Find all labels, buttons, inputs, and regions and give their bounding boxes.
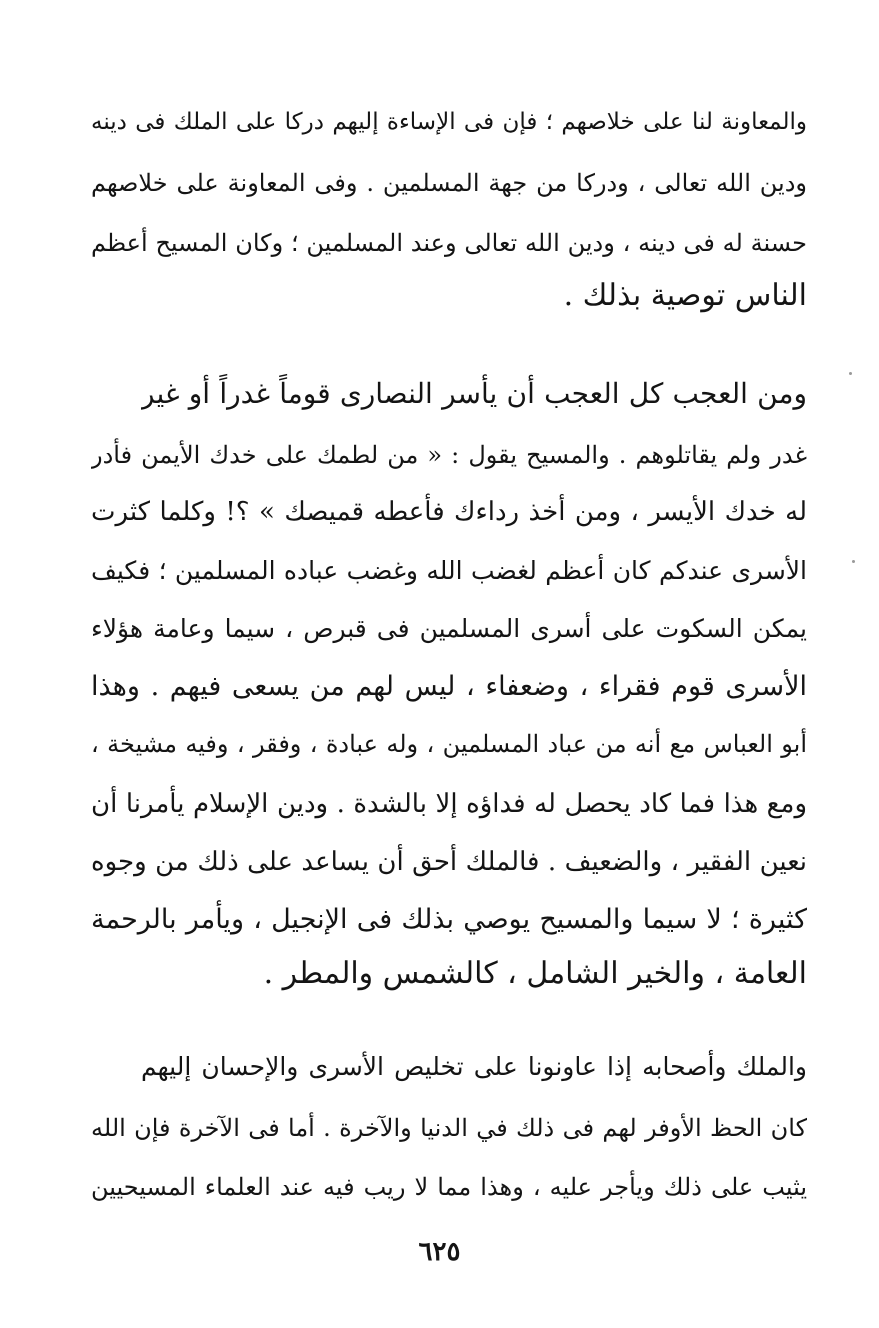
paragraph-2-line-7: أبو العباس مع أنه من عباد المسلمين ، وله عبادة ، وفقر ، وفيه مشيخة ، (91, 730, 807, 758)
paragraph-1-line-3: حسنة له فى دينه ، ودين الله تعالى وعند المسلمين ؛ وكان المسيح أعظم (91, 229, 807, 257)
paragraph-2-line-10: كثيرة ؛ لا سيما والمسيح يوصي بذلك فى الإنجيل ، ويأمر بالرحمة (91, 904, 807, 935)
paragraph-2-line-2: غدر ولم يقاتلوهم . والمسيح يقول : « من لطمك على خدك الأيمن فأدر (91, 441, 807, 469)
paragraph-2-line-5: يمكن السكوت على أسرى المسلمين فى قبرص ، سيما وعامة هؤلاء (91, 614, 807, 643)
paragraph-3-line-3: يثيب على ذلك ويأجر عليه ، وهذا مما لا ريب فيه عند العلماء المسيحيين (91, 1173, 807, 1201)
paragraph-3-line-2: كان الحظ الأوفر لهم فى ذلك في الدنيا والآخرة . أما فى الآخرة فإن الله (91, 1114, 807, 1142)
paragraph-2-line-11: العامة ، والخير الشامل ، كالشمس والمطر . (263, 956, 807, 991)
paragraph-1-line-2: ودين الله تعالى ، ودركا من جهة المسلمين . وفى المعاونة على خلاصهم (91, 169, 807, 197)
paragraph-2-line-9: نعين الفقير ، والضعيف . فالملك أحق أن يساعد على ذلك من وجوه (91, 847, 807, 877)
paragraph-2-line-3: له خدك الأيسر ، ومن أخذ رداءك فأعطه قميصك » ؟! وكلما كثرت (91, 497, 807, 527)
paragraph-2-line-8: ومع هذا فما كاد يحصل له فداؤه إلا بالشدة . ودين الإسلام يأمرنا أن (91, 789, 807, 819)
page-number: ٦٢٥ (418, 1237, 461, 1267)
paragraph-1-line-1: والمعاونة لنا على خلاصهم ؛ فإن فى الإساءة إليهم دركا على الملك فى دينه (91, 109, 807, 135)
paragraph-2-line-6: الأسرى قوم فقراء ، وضعفاء ، ليس لهم من يسعى فيهم . وهذا (91, 671, 807, 702)
scan-speck (849, 372, 852, 375)
paragraph-2-line-1: ومن العجب كل العجب أن يأسر النصارى قوماً غدراً أو غير (141, 377, 807, 410)
paragraph-2-line-4: الأسرى عندكم كان أعظم لغضب الله وغضب عباده المسلمين ؛ فكيف (91, 556, 807, 585)
scan-speck (852, 560, 855, 563)
paragraph-1-line-4: الناس توصية بذلك . (563, 278, 807, 313)
paragraph-3-line-1: والملك وأصحابه إذا عاونونا على تخليص الأسرى والإحسان إليهم (141, 1052, 807, 1081)
